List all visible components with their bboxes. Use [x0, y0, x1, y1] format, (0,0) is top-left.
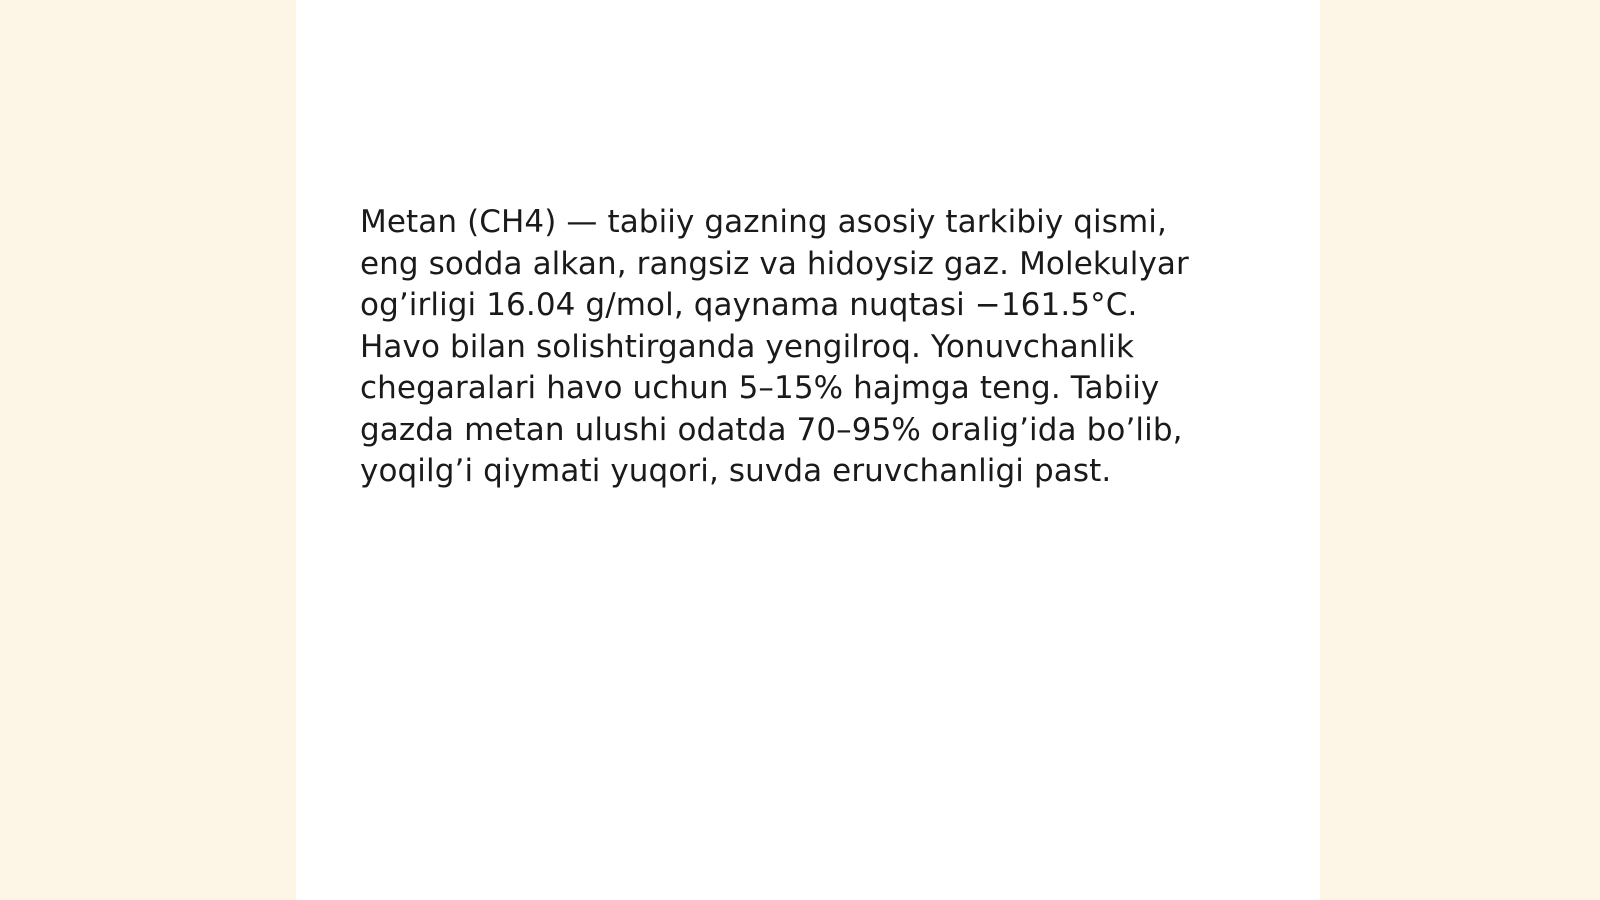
paragraph-line: og’irligi 16.04 g/mol, qaynama nuqtasi −161.5°C. — [360, 287, 1138, 323]
paragraph-line: gazda metan ulushi odatda 70–95% oralig’ida bo’lib, — [360, 411, 1183, 448]
paragraph-line: eng sodda alkan, rangsiz va hidoysiz gaz. Molekulyar — [360, 245, 1189, 282]
paragraph-line: chegaralari havo uchun 5–15% hajmga teng. Tabiiy — [360, 370, 1160, 406]
paragraph-line: Havo bilan solishtirganda yengilroq. Yonuvchanlik — [360, 328, 1135, 365]
document-page — [296, 0, 1320, 900]
paragraph-line: Metan (CH4) — tabiiy gazning asosiy tarkibiy qismi, — [360, 204, 1167, 240]
paragraph-line: yoqilg’i qiymati yuqori, suvda eruvchanligi past. — [360, 453, 1112, 489]
body-paragraph — [360, 202, 1240, 493]
